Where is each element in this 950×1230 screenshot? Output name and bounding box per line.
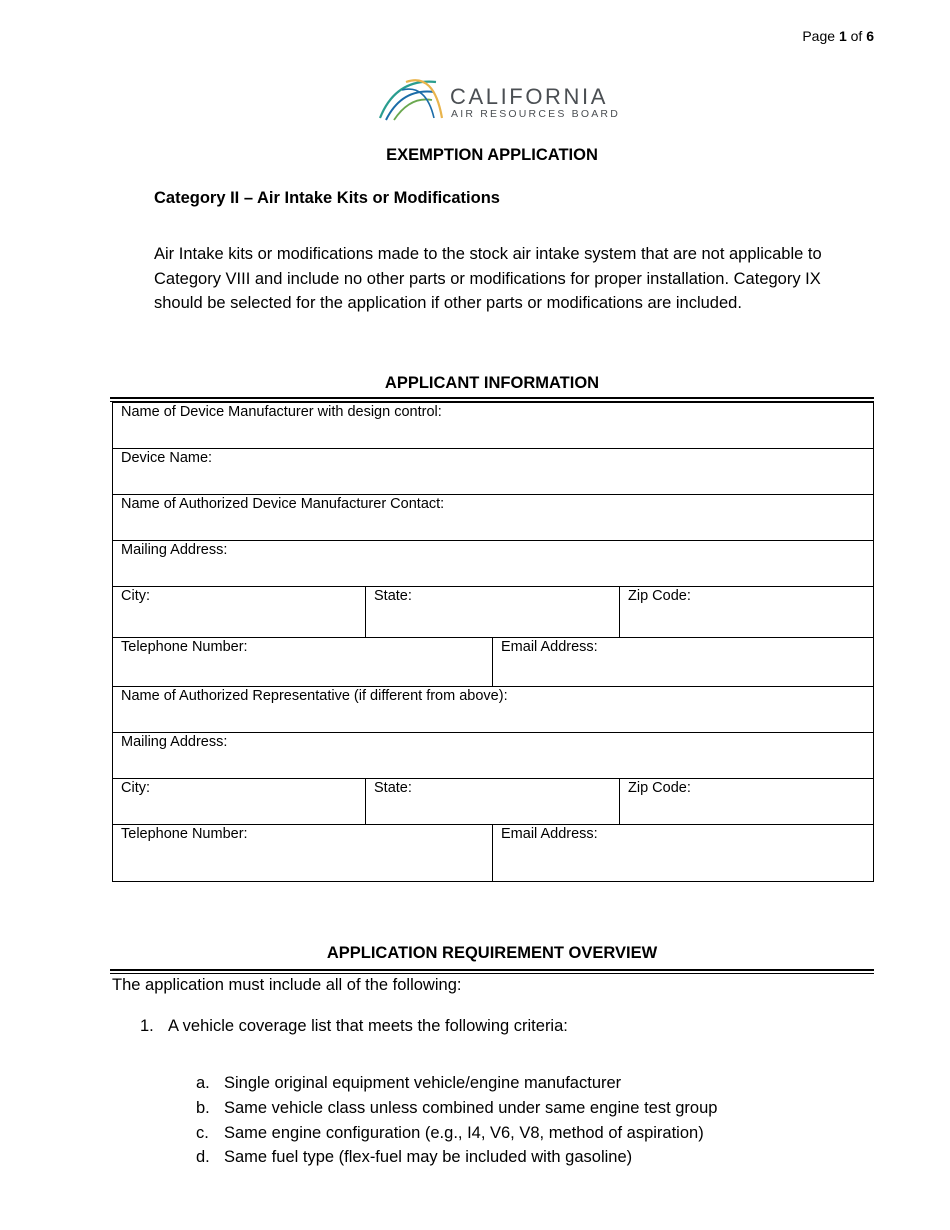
rep-mailing-address-label: Mailing Address: [121, 734, 228, 750]
contact-label: Name of Authorized Device Manufacturer Contact: [121, 496, 445, 512]
applicant-form [112, 402, 874, 882]
list-letter: c. [196, 1123, 209, 1142]
page-label: Page [802, 28, 836, 44]
category-heading: Category II – Air Intake Kits or Modifications [154, 189, 500, 207]
requirement-item [140, 1017, 568, 1036]
page-total: 6 [866, 28, 874, 44]
state-label: State: [374, 588, 412, 604]
representative-field[interactable] [113, 687, 874, 733]
rep-email-label: Email Address: [501, 826, 598, 842]
page-current: 1 [838, 28, 847, 44]
mailing-address-label: Mailing Address: [121, 542, 228, 558]
page-number [802, 28, 874, 44]
city-label: City: [121, 588, 150, 604]
list-text: Single original equipment vehicle/engine manufacturer [224, 1074, 622, 1092]
email-field[interactable] [493, 638, 874, 687]
list-letter: d. [196, 1148, 210, 1167]
manufacturer-field[interactable] [113, 403, 874, 449]
manufacturer-label: Name of Device Manufacturer with design control: [121, 404, 442, 420]
requirement-number: 1. [140, 1017, 154, 1035]
criteria-list [196, 1071, 717, 1170]
document-title: EXEMPTION APPLICATION [386, 146, 598, 164]
zip-code-field[interactable] [620, 587, 874, 638]
mailing-address-field[interactable] [113, 541, 874, 587]
list-item [196, 1121, 717, 1146]
overview-intro: The application must include all of the following: [112, 976, 462, 994]
representative-label: Name of Authorized Representative (if different from above): [121, 688, 508, 704]
list-text: Same fuel type (flex-fuel may be included with gasoline) [224, 1148, 633, 1167]
rep-telephone-field[interactable] [113, 825, 493, 882]
rep-state-label: State: [374, 780, 412, 796]
email-label: Email Address: [501, 639, 598, 655]
rep-city-field[interactable] [113, 779, 366, 825]
rep-zip-code-field[interactable] [620, 779, 874, 825]
city-field[interactable] [113, 587, 366, 638]
telephone-label: Telephone Number: [121, 639, 248, 655]
list-text: Same vehicle class unless combined under same engine test group [224, 1098, 718, 1117]
telephone-field[interactable] [113, 638, 493, 687]
list-text: Same engine configuration (e.g., I4, V6, V8, method of aspiration) [224, 1123, 704, 1142]
logo-subtitle: AIR RESOURCES BOARD [451, 108, 620, 120]
device-name-label: Device Name: [121, 450, 213, 466]
category-description: Air Intake kits or modifications made to the stock air intake system that are not applicable to Category VIII and include no other parts or modifications for proper installation. Category IX should be selected for the application if other parts or modifications are included. [154, 245, 822, 313]
zip-code-label: Zip Code: [628, 588, 691, 604]
applicant-section-title: APPLICANT INFORMATION [384, 374, 600, 392]
page-of: of [850, 28, 863, 44]
contact-field[interactable] [113, 495, 874, 541]
rep-telephone-label: Telephone Number: [121, 826, 248, 842]
list-item [196, 1145, 717, 1170]
section-divider [110, 969, 874, 974]
state-field[interactable] [366, 587, 620, 638]
rep-mailing-address-field[interactable] [113, 733, 874, 779]
overview-section-title: APPLICATION REQUIREMENT OVERVIEW [326, 944, 658, 962]
list-item [196, 1071, 717, 1096]
rep-zip-code-label: Zip Code: [628, 780, 691, 796]
rep-city-label: City: [121, 780, 150, 796]
list-letter: a. [196, 1074, 210, 1092]
logo-title: CALIFORNIA [450, 84, 609, 109]
rep-email-field[interactable] [493, 825, 874, 882]
list-letter: b. [196, 1098, 210, 1117]
rep-state-field[interactable] [366, 779, 620, 825]
requirement-text: A vehicle coverage list that meets the following criteria: [168, 1017, 568, 1035]
device-name-field[interactable] [113, 449, 874, 495]
list-item [196, 1096, 717, 1121]
